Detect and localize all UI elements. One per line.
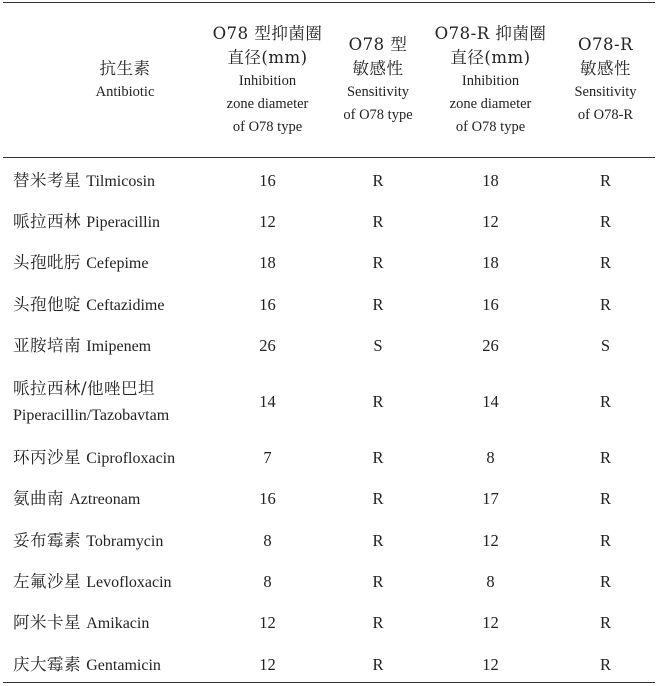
header-o78r-sensitivity-en2: of O78-R — [577, 107, 634, 123]
o78-sensitivity-value: R — [372, 253, 384, 273]
header-o78-sensitivity — [329, 4, 427, 156]
table-row — [0, 520, 670, 561]
o78-sensitivity-value: R — [372, 654, 384, 674]
o78r-diameter-value: 18 — [482, 170, 499, 190]
o78r-sensitivity-value: R — [599, 613, 611, 633]
o78-diameter-value: 16 — [259, 170, 276, 190]
header-o78r-diameter-en2: zone diameter — [449, 95, 532, 112]
antibiotic-name — [13, 325, 213, 366]
antibiotic-name — [13, 243, 213, 284]
o78r-sensitivity-value: R — [599, 654, 611, 674]
o78-sensitivity-value: R — [372, 391, 384, 411]
antibiotic-name-zh: 哌拉西林/他唑巴坦 — [13, 378, 156, 398]
antibiotic-name-zh: 头孢他啶 — [13, 294, 81, 314]
o78-diameter-value: 8 — [263, 572, 272, 592]
o78-diameter-value: 16 — [259, 489, 276, 509]
o78-diameter-value: 16 — [259, 294, 276, 314]
o78-diameter-value: 12 — [259, 211, 276, 231]
table-row — [0, 284, 670, 325]
antibiotic-name-en: Tilmicosin — [86, 172, 156, 190]
header-o78r-diameter — [428, 4, 553, 156]
header-o78r-sensitivity — [553, 4, 658, 156]
header-o78r-sensitivity-en1: Sensitivity — [574, 84, 637, 100]
header-o78-sensitivity-zh2: 敏感性 — [352, 59, 404, 78]
o78-sensitivity-value: R — [372, 489, 384, 509]
header-antibiotic — [25, 4, 225, 156]
header-o78r-diameter-en3: of O78 type — [455, 118, 526, 135]
o78r-sensitivity-value: R — [599, 530, 611, 550]
o78r-sensitivity-value: R — [599, 211, 611, 231]
header-o78r-sensitivity-zh2: 敏感性 — [580, 59, 631, 78]
o78r-diameter-value: 12 — [482, 613, 499, 633]
antibiotic-name-zh: 庆大霉素 — [13, 654, 81, 674]
o78r-diameter-value: 8 — [486, 572, 495, 592]
antibiotic-name-en: Levofloxacin — [86, 574, 172, 592]
table-row — [0, 437, 670, 478]
table-row — [0, 366, 670, 437]
header-o78-sensitivity-zh1: O78 型 — [348, 35, 408, 54]
table-body — [0, 160, 670, 685]
o78r-diameter-value: 26 — [482, 335, 499, 355]
header-o78r-diameter-en1: Inhibition — [461, 72, 520, 89]
header-o78r-sensitivity-zh1: O78-R — [577, 35, 634, 54]
antibiotic-name-en: Aztreonam — [69, 491, 141, 509]
antibiotic-name-en: Ceftazidime — [86, 296, 165, 314]
header-o78-diameter-en1: Inhibition — [238, 72, 297, 89]
table-row — [0, 160, 670, 201]
o78r-sensitivity-value: R — [599, 572, 611, 592]
antibiotic-name — [13, 561, 213, 602]
antibiotic-name-zh: 头孢吡肟 — [13, 253, 81, 273]
o78r-sensitivity-value: R — [599, 391, 611, 411]
antibiotic-name-zh: 妥布霉素 — [13, 530, 81, 550]
table-row — [0, 603, 670, 644]
antibiotic-name-en: Piperacillin/Tazobavtam — [13, 406, 170, 424]
o78-diameter-value: 7 — [263, 448, 272, 468]
antibiotic-name — [13, 366, 213, 437]
o78-sensitivity-value: R — [372, 448, 384, 468]
antibiotic-name — [13, 479, 213, 520]
o78-sensitivity-value: R — [372, 572, 384, 592]
o78-diameter-value: 26 — [259, 335, 276, 355]
header-o78-diameter-zh2: 直径(mm) — [227, 47, 308, 67]
header-antibiotic-en: Antibiotic — [95, 83, 155, 100]
o78-sensitivity-value: S — [373, 335, 383, 355]
header-o78-diameter-en3: of O78 type — [232, 118, 303, 135]
antibiotic-name — [13, 284, 213, 325]
antibiotic-name-zh: 阿米卡星 — [13, 613, 81, 633]
antibiotic-name-en: Tobramycin — [86, 532, 164, 550]
o78-sensitivity-value: R — [372, 613, 384, 633]
antibiotic-name — [13, 603, 213, 644]
header-o78-diameter-zh1: O78 型抑菌圈 — [212, 23, 323, 43]
table-bottom-rule — [3, 682, 655, 683]
o78-sensitivity-value: R — [372, 170, 384, 190]
o78r-diameter-value: 12 — [482, 530, 499, 550]
o78r-diameter-value: 16 — [482, 294, 499, 314]
o78r-sensitivity-value: R — [599, 294, 611, 314]
header-o78-diameter — [205, 4, 330, 156]
table-row — [0, 325, 670, 366]
antibiotic-name-zh: 亚胺培南 — [13, 335, 81, 355]
header-divider-rule — [3, 157, 655, 158]
o78r-sensitivity-value: R — [599, 489, 611, 509]
header-antibiotic-zh: 抗生素 — [99, 58, 151, 78]
antibiotic-name-zh: 氨曲南 — [13, 489, 64, 509]
antibiotic-name — [13, 437, 213, 478]
antibiotic-name — [13, 160, 213, 201]
o78-diameter-value: 12 — [259, 654, 276, 674]
header-o78r-diameter-zh1: O78-R 抑菌圈 — [434, 23, 547, 43]
o78-sensitivity-value: R — [372, 211, 384, 231]
o78-diameter-value: 8 — [263, 530, 272, 550]
antibiotic-name-zh: 哌拉西林 — [13, 211, 81, 231]
o78r-diameter-value: 17 — [482, 489, 499, 509]
table-row — [0, 644, 670, 685]
antibiotic-name-en: Amikacin — [86, 615, 150, 633]
table-row — [0, 561, 670, 602]
antibiotic-name — [13, 644, 213, 685]
antibiotic-name-zh: 左氟沙星 — [13, 572, 81, 592]
o78-diameter-value: 18 — [259, 253, 276, 273]
antibiotic-name-en: Gentamicin — [86, 656, 161, 674]
o78r-diameter-value: 8 — [486, 448, 495, 468]
antibiotic-name — [13, 520, 213, 561]
o78r-sensitivity-value: S — [600, 335, 611, 355]
o78r-diameter-value: 12 — [482, 654, 499, 674]
antibiotic-name — [13, 201, 213, 242]
o78r-sensitivity-value: R — [599, 253, 611, 273]
antibiotic-name-zh: 环丙沙星 — [13, 448, 81, 468]
o78-diameter-value: 14 — [259, 391, 276, 411]
header-o78-sensitivity-en2: of O78 type — [343, 107, 413, 123]
o78r-diameter-value: 14 — [482, 391, 499, 411]
table-row — [0, 479, 670, 520]
antibiotic-name-en: Cefepime — [86, 255, 149, 273]
header-o78-diameter-en2: zone diameter — [226, 95, 309, 112]
antibiotic-name-en: Piperacillin — [86, 213, 161, 231]
header-o78r-diameter-zh2: 直径(mm) — [450, 47, 531, 67]
o78-sensitivity-value: R — [372, 294, 384, 314]
o78-diameter-value: 12 — [259, 613, 276, 633]
o78r-sensitivity-value: R — [599, 448, 611, 468]
header-o78-sensitivity-en1: Sensitivity — [346, 84, 410, 100]
o78r-diameter-value: 12 — [482, 211, 499, 231]
o78r-sensitivity-value: R — [599, 170, 611, 190]
table-row — [0, 243, 670, 284]
antibiotic-name-en: Imipenem — [86, 337, 152, 355]
o78r-diameter-value: 18 — [482, 253, 499, 273]
antibiotic-name-zh: 替米考星 — [13, 170, 81, 190]
table-row — [0, 201, 670, 242]
o78-sensitivity-value: R — [372, 530, 384, 550]
table-top-rule — [3, 2, 655, 3]
antibiotic-name-en: Ciprofloxacin — [86, 450, 176, 468]
